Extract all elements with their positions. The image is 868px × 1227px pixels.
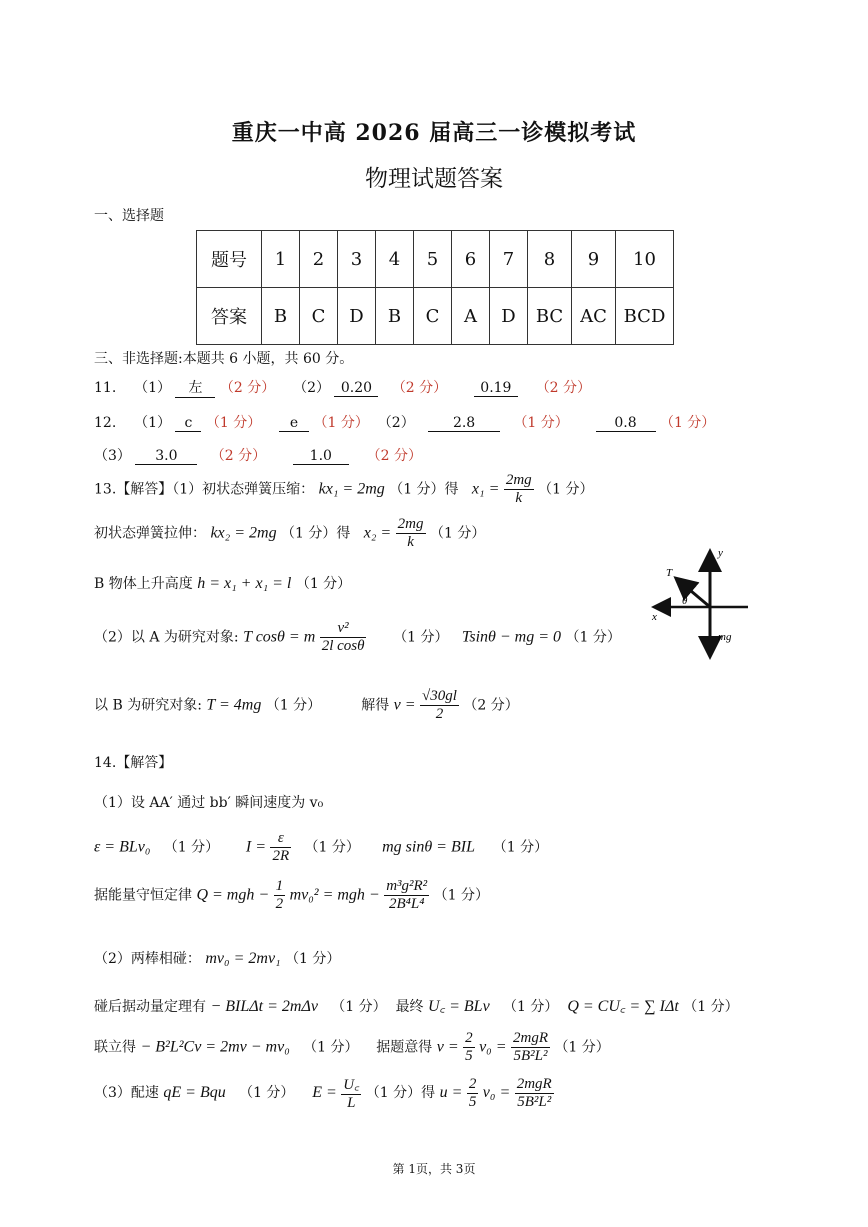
score: （1 分）: [304, 839, 360, 856]
numerator: 2mgR: [512, 1030, 548, 1046]
score: （1 分）得: [389, 481, 459, 498]
part-label: （1）: [134, 415, 171, 431]
q14-line-5: [94, 994, 739, 1016]
table-row-answers: [197, 288, 674, 345]
numerator: U꜀: [341, 1074, 361, 1095]
equation: h = x₁ + x₁ = l: [197, 575, 292, 592]
equation: U꜀ = BLv: [428, 998, 490, 1015]
score: （1 分）: [503, 999, 559, 1015]
numerator: v²: [320, 620, 367, 638]
table-cell: 3: [338, 231, 376, 288]
table-header-cell: 题号: [197, 231, 262, 288]
score: （1 分）: [538, 481, 594, 498]
part-label: （2）: [377, 415, 415, 431]
equation: − BILΔt = 2mΔv: [210, 998, 318, 1015]
q11-answer-3: 0.19: [474, 380, 518, 397]
text: （2）两棒相碰：: [94, 951, 201, 967]
score: （2 分）: [463, 697, 519, 714]
score: （1 分）: [659, 415, 716, 431]
x-label: x: [652, 611, 657, 623]
score: （1 分）: [205, 415, 262, 431]
score: （2 分）: [366, 448, 422, 464]
score: （1 分）: [163, 839, 220, 856]
table-cell: D: [490, 288, 528, 345]
q12-answer-1: c: [175, 415, 201, 432]
q12-answer-6: 1.0: [293, 448, 349, 465]
numerator: √30gl: [422, 688, 457, 704]
table-cell: 10: [616, 231, 674, 288]
q14-line-1: （1）设 AA′ 通过 bb′ 瞬间速度为 v₀: [94, 795, 324, 811]
numerator: 2: [468, 1075, 477, 1092]
table-cell: AC: [572, 288, 616, 345]
text: 碰后据动量定理有: [94, 999, 206, 1015]
q11-line: [94, 377, 591, 398]
score: （1 分）: [285, 951, 341, 967]
score: （1 分）: [554, 1039, 610, 1056]
score: （2 分）: [391, 380, 448, 396]
q13-line-2: [94, 516, 485, 551]
score: （1 分）: [393, 629, 449, 646]
text: （2）以 A 为研究对象:: [94, 629, 239, 646]
exam-title: 重庆一中高 2026 届高三一诊模拟考试: [231, 120, 637, 146]
numerator: 2mg: [397, 516, 424, 532]
q12-answer-4: 0.8: [596, 415, 656, 432]
q14-line-2: [94, 830, 548, 865]
table-cell: 2: [300, 231, 338, 288]
score: （2 分）: [219, 380, 276, 396]
q12-answer-5: 3.0: [135, 448, 197, 465]
y-label: y: [718, 547, 723, 559]
table-cell: 7: [490, 231, 528, 288]
q11-answer-2: 0.20: [334, 380, 378, 397]
fraction: [515, 1076, 554, 1111]
fraction: [384, 878, 429, 913]
table-cell: 6: [452, 231, 490, 288]
table-cell: C: [300, 288, 338, 345]
table-row-numbers: [197, 231, 674, 288]
theta-label: θ: [682, 595, 688, 607]
part-label: （1）: [134, 380, 171, 396]
text: 以 B 为研究对象:: [94, 697, 202, 714]
text: 据能量守恒定律: [94, 887, 192, 904]
denominator: k: [515, 490, 523, 506]
fraction: [504, 472, 534, 507]
section-nonchoice-label: 三、非选择题:本题共 6 小题，共 60 分。: [94, 351, 354, 367]
denominator: 5B²L²: [517, 1093, 552, 1110]
tension-label: T: [666, 567, 673, 579]
score: （1 分）: [513, 415, 569, 431]
score: （1 分）得: [365, 1085, 436, 1101]
numerator: 2mgR: [516, 1075, 552, 1092]
denominator: k: [407, 534, 414, 550]
q14-heading: 14.【解答】: [94, 755, 173, 771]
q13-line-1: [94, 472, 594, 507]
text: 解得: [361, 697, 390, 714]
fraction: [274, 878, 286, 913]
table-cell: BCD: [616, 288, 674, 345]
q13-heading: 13.【解答】（1）初状态弹簧压缩：: [94, 481, 315, 498]
q11-answer-1: 左: [175, 377, 215, 398]
table-cell: 1: [262, 231, 300, 288]
table-cell: D: [338, 288, 376, 345]
text: 联立得: [94, 1039, 136, 1056]
table-cell: B: [376, 288, 414, 345]
equation: I =: [245, 838, 266, 856]
score: （1 分）: [565, 629, 621, 646]
q14-line-6: [94, 1030, 610, 1065]
fraction: [396, 516, 426, 551]
force-diagram: [648, 542, 758, 662]
denominator: 2: [435, 706, 444, 722]
section-choice-label: 一、选择题: [94, 208, 164, 224]
score: （1 分）: [265, 697, 322, 714]
q11-number: 11.: [94, 380, 117, 396]
score: （1 分）: [239, 1085, 295, 1101]
table-header-cell: 答案: [197, 288, 262, 345]
score: （1 分）: [313, 415, 369, 431]
numerator: ε: [270, 830, 291, 848]
q12-line-1: [94, 412, 715, 432]
text: 据题意得: [376, 1039, 433, 1056]
equation: kx₂ = 2mg: [210, 524, 277, 542]
fraction: [320, 620, 367, 655]
page-footer: 第 1页，共 3页: [392, 1162, 476, 1176]
equation: v₀ =: [479, 1038, 507, 1056]
equation: ε = BLv₀: [94, 838, 151, 856]
score: （1 分）: [492, 839, 549, 856]
table-cell: BC: [528, 288, 572, 345]
text: （3）配速: [94, 1085, 159, 1101]
equation: u =: [439, 1084, 463, 1101]
denominator: 2R: [272, 848, 290, 864]
equation: Tsinθ − mg = 0: [461, 628, 562, 646]
table-cell: 4: [376, 231, 414, 288]
numerator: 2: [465, 1030, 473, 1046]
part-label: （3）: [94, 448, 131, 464]
table-cell: A: [452, 288, 490, 345]
equation: mv₀² = mgh −: [289, 886, 380, 904]
score: （1 分）: [429, 525, 486, 542]
equation: Q = CU꜀ = ∑ IΔt: [567, 998, 679, 1015]
denominator: 2B⁴L⁴: [388, 896, 425, 912]
score: （1 分）: [303, 1039, 359, 1056]
fraction: [511, 1030, 550, 1065]
mg-label: mg: [718, 631, 732, 643]
equation: T = 4mg: [206, 696, 262, 714]
score: （1 分）: [331, 999, 387, 1015]
q13-line-4: [94, 620, 621, 655]
fraction: [420, 688, 459, 723]
fraction: [270, 830, 291, 865]
score: （1 分）: [433, 887, 489, 904]
q14-line-7: [94, 1074, 554, 1112]
score: （2 分）: [535, 380, 592, 396]
q12-answer-3: 2.8: [428, 415, 500, 432]
score: （2 分）: [210, 448, 267, 464]
part-label: （2）: [293, 380, 330, 396]
score: （1 分）: [295, 576, 352, 592]
denominator: 5B²L²: [513, 1048, 548, 1064]
equation: v =: [436, 1038, 459, 1056]
q14-line-4: [94, 948, 340, 968]
equation: x₁ =: [471, 480, 500, 498]
equation: v =: [393, 696, 416, 714]
score: （1 分）: [683, 999, 739, 1015]
fraction: [463, 1030, 475, 1065]
q13-line-5: [94, 688, 519, 723]
equation: Q = mgh −: [196, 886, 270, 904]
equation: − B²L²Cv = 2mv − mv₀: [140, 1038, 290, 1056]
q12-answer-2: e: [279, 415, 309, 432]
fraction: [341, 1074, 361, 1112]
text: B 物体上升高度: [94, 576, 193, 592]
text: 最终: [395, 999, 424, 1015]
table-cell: B: [262, 288, 300, 345]
denominator: 2l cosθ: [321, 638, 365, 654]
table-cell: 5: [414, 231, 452, 288]
table-cell: 8: [528, 231, 572, 288]
equation: kx₁ = 2mg: [318, 480, 385, 498]
fraction: [467, 1076, 479, 1111]
q12-line-2: [94, 445, 422, 465]
numerator: m³g²R²: [386, 878, 428, 894]
denominator: 2: [275, 896, 284, 912]
q12-number: 12.: [94, 415, 117, 431]
numerator: 1: [275, 878, 284, 894]
denominator: 5: [468, 1093, 477, 1110]
denominator: L: [347, 1095, 356, 1111]
exam-subtitle: 物理试题答案: [365, 166, 503, 192]
equation: E =: [312, 1084, 337, 1101]
denominator: 5: [465, 1048, 473, 1064]
equation: v₀ =: [482, 1084, 511, 1101]
answer-table: [196, 230, 674, 345]
equation: mv₀ = 2mv₁: [205, 950, 281, 967]
numerator: 2mg: [505, 472, 532, 488]
equation: x₂ =: [363, 524, 392, 542]
table-cell: 9: [572, 231, 616, 288]
equation: qE = Bqu: [163, 1084, 226, 1101]
score: （1 分）得: [281, 525, 351, 542]
q13-line-3: [94, 573, 351, 593]
equation: mg sinθ = BIL: [382, 838, 475, 856]
text: 初状态弹簧拉伸：: [94, 525, 206, 542]
equation: T cosθ = m: [243, 628, 316, 646]
table-cell: C: [414, 288, 452, 345]
q14-line-3: [94, 878, 489, 913]
